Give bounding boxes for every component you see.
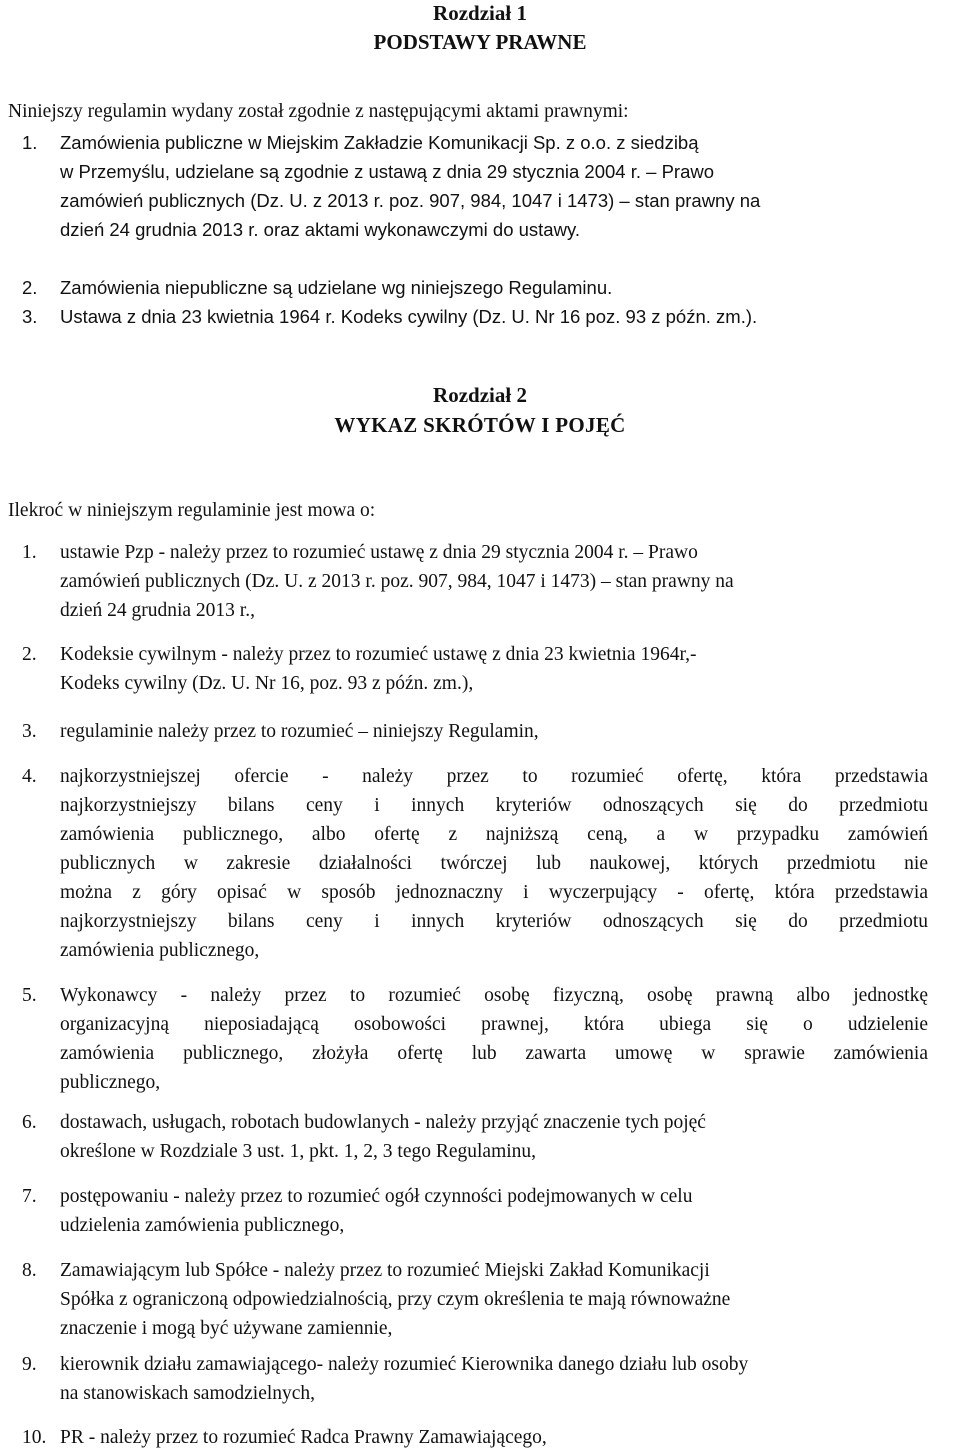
item-line: najkorzystniejszej ofercie - należy przez to rozumieć ofertę, która przedstawia xyxy=(60,766,928,787)
item-line: ustawie Pzp - należy przez to rozumieć ustawę z dnia 29 stycznia 2004 r. – Prawo xyxy=(60,542,698,563)
list-item xyxy=(22,273,928,302)
item-number: 5. xyxy=(22,985,37,1006)
item-number: 4. xyxy=(22,766,37,787)
item-line: Zamówienia publiczne w Miejskim Zakładzie Komunikacji Sp. z o.o. z siedzibą xyxy=(60,132,699,153)
item-line: najkorzystniejszy bilans ceny i innych kryteriów odnoszących się do przedmiotu xyxy=(60,795,928,816)
item-number: 3. xyxy=(22,721,37,742)
list-item xyxy=(22,717,928,746)
item-number: 1. xyxy=(22,542,37,563)
item-line: udzielenia zamówienia publicznego, xyxy=(60,1215,345,1236)
item-line: Kodeks cywilny (Dz. U. Nr 16, poz. 93 z późn. zm.), xyxy=(60,673,474,694)
list-item xyxy=(22,762,928,965)
item-line: dzień 24 grudnia 2013 r., xyxy=(60,600,255,621)
item-line: zamówienia publicznego, złożyła ofertę lub zawarta umowę w sprawie zamówienia xyxy=(60,1043,928,1064)
list-item xyxy=(22,640,928,698)
item-line: Ustawa z dnia 23 kwietnia 1964 r. Kodeks cywilny (Dz. U. Nr 16 poz. 93 z późn. zm.). xyxy=(60,306,758,327)
item-line: Zamawiającym lub Spółce - należy przez to rozumieć Miejski Zakład Komunikacji xyxy=(60,1260,710,1281)
list-item xyxy=(22,538,928,625)
item-line: znaczenie i mogą być używane zamiennie, xyxy=(60,1318,393,1339)
item-line: zamówienia publicznego, xyxy=(60,940,260,961)
list-item xyxy=(22,128,928,244)
chapter1-subtitle: PODSTAWY PRAWNE xyxy=(373,30,587,54)
item-line: publicznych w zakresie działalności twórczej lub naukowej, których przedmiotu nie xyxy=(60,853,928,874)
list-item xyxy=(22,1182,928,1240)
item-line: Spółka z ograniczoną odpowiedzialnością, przy czym określenia te mają równoważne xyxy=(60,1289,731,1310)
item-line: można z góry opisać w sposób jednoznaczny i wyczerpujący - ofertę, która przedstawia xyxy=(60,882,928,903)
list-item xyxy=(22,1423,928,1452)
item-line: postępowaniu - należy przez to rozumieć ogół czynności podejmowanych w celu xyxy=(60,1186,693,1207)
item-line: najkorzystniejszy bilans ceny i innych kryteriów odnoszących się do przedmiotu xyxy=(60,911,928,932)
list-item xyxy=(22,302,928,331)
item-number: 2. xyxy=(22,644,37,665)
item-number: 9. xyxy=(22,1354,37,1375)
chapter2-title: Rozdział 2 xyxy=(433,383,527,407)
chapter2-subtitle: WYKAZ SKRÓTÓW I POJĘĆ xyxy=(334,413,626,437)
list-item xyxy=(22,1350,928,1408)
item-line: regulaminie należy przez to rozumieć – niniejszy Regulamin, xyxy=(60,721,539,742)
item-line: na stanowiskach samodzielnych, xyxy=(60,1383,316,1404)
item-line: Zamówienia niepubliczne są udzielane wg niniejszego Regulaminu. xyxy=(60,277,613,298)
item-line: PR - należy przez to rozumieć Radca Prawny Zamawiającego, xyxy=(60,1427,547,1448)
item-line: publicznego, xyxy=(60,1072,161,1093)
chapter1-intro: Niniejszy regulamin wydany został zgodnie z następującymi aktami prawnymi: xyxy=(8,101,629,122)
item-line: w Przemyślu, udzielane są zgodnie z ustawą z dnia 29 stycznia 2004 r. – Prawo xyxy=(60,161,715,182)
list-item xyxy=(22,1108,928,1166)
item-line: określone w Rozdziale 3 ust. 1, pkt. 1, 2, 3 tego Regulaminu, xyxy=(60,1141,537,1162)
item-number: 7. xyxy=(22,1186,37,1207)
item-line: zamówienia publicznego, albo ofertę z najniższą ceną, a w przypadku zamówień xyxy=(60,824,928,845)
chapter2-intro: Ilekroć w niniejszym regulaminie jest mowa o: xyxy=(8,500,376,521)
item-line: Kodeksie cywilnym - należy przez to rozumieć ustawę z dnia 23 kwietnia 1964r,- xyxy=(60,644,697,665)
item-line: zamówień publicznych (Dz. U. z 2013 r. poz. 907, 984, 1047 i 1473) – stan prawny na xyxy=(60,190,761,211)
item-line: Wykonawcy - należy przez to rozumieć osobę fizyczną, osobę prawną albo jednostkę xyxy=(60,985,928,1006)
item-number: 3. xyxy=(22,306,38,327)
item-number: 10. xyxy=(22,1427,47,1448)
item-line: kierownik działu zamawiającego- należy rozumieć Kierownika danego działu lub osoby xyxy=(60,1354,749,1375)
item-number: 8. xyxy=(22,1260,37,1281)
list-item xyxy=(22,1256,928,1343)
item-number: 2. xyxy=(22,277,38,298)
item-line: zamówień publicznych (Dz. U. z 2013 r. poz. 907, 984, 1047 i 1473) – stan prawny na xyxy=(60,571,734,592)
item-line: dostawach, usługach, robotach budowlanych - należy przyjąć znaczenie tych pojęć xyxy=(60,1112,706,1133)
item-number: 6. xyxy=(22,1112,37,1133)
item-line: dzień 24 grudnia 2013 r. oraz aktami wykonawczymi do ustawy. xyxy=(60,219,580,240)
item-number: 1. xyxy=(22,132,38,153)
item-line: organizacyjną nieposiadającą osobowości prawnej, która ubiega się o udzielenie xyxy=(60,1014,928,1035)
list-item xyxy=(22,981,928,1097)
chapter1-title: Rozdział 1 xyxy=(433,1,527,25)
